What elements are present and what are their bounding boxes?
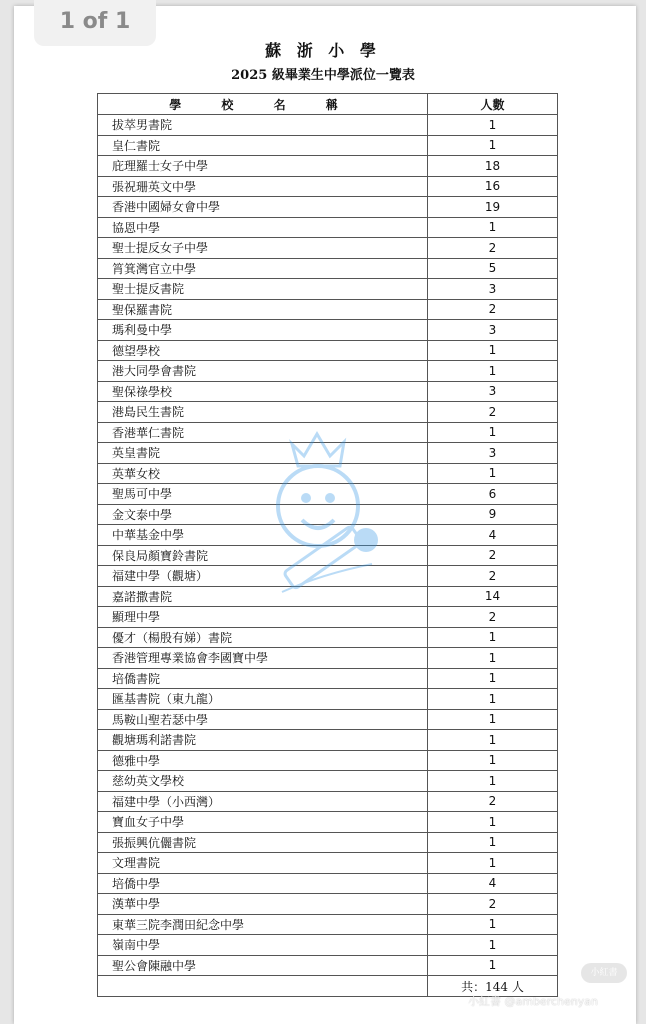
- student-count-cell: 1: [428, 135, 558, 156]
- table-header-row: [98, 94, 558, 115]
- school-name-cell: 寶血女子中學: [98, 812, 428, 833]
- table-row: [98, 135, 558, 156]
- school-name-cell: 港大同學會書院: [98, 361, 428, 382]
- school-name-cell: 優才（楊殷有娣）書院: [98, 627, 428, 648]
- table-row: [98, 607, 558, 628]
- student-count-cell: 1: [428, 463, 558, 484]
- student-count-cell: 19: [428, 197, 558, 218]
- school-name-cell: 拔萃男書院: [98, 115, 428, 136]
- student-count-cell: 1: [428, 750, 558, 771]
- table-row: [98, 955, 558, 976]
- table-row: [98, 935, 558, 956]
- student-count-cell: 1: [428, 771, 558, 792]
- school-name-cell: 保良局顏寶鈴書院: [98, 545, 428, 566]
- school-name-cell: 德雅中學: [98, 750, 428, 771]
- student-count-cell: 3: [428, 443, 558, 464]
- count-header: 人數: [428, 94, 558, 115]
- school-name-cell: 嘉諾撒書院: [98, 586, 428, 607]
- school-name-cell: 馬鞍山聖若瑟中學: [98, 709, 428, 730]
- student-count-cell: 16: [428, 176, 558, 197]
- student-count-cell: 2: [428, 402, 558, 423]
- student-count-cell: 3: [428, 320, 558, 341]
- school-name-cell: 皇仁書院: [98, 135, 428, 156]
- table-row: [98, 750, 558, 771]
- table-row: [98, 627, 558, 648]
- school-name-cell: 協恩中學: [98, 217, 428, 238]
- document-title: 蘇 浙 小 學: [265, 41, 381, 60]
- student-count-cell: 2: [428, 566, 558, 587]
- document-subtitle: 2025 級畢業生中學派位一覽表: [231, 68, 415, 83]
- school-name-cell: 中華基金中學: [98, 525, 428, 546]
- table-row: [98, 217, 558, 238]
- table-row: [98, 299, 558, 320]
- school-name-cell: 庇理羅士女子中學: [98, 156, 428, 177]
- student-count-cell: 1: [428, 648, 558, 669]
- school-name-cell: 香港華仁書院: [98, 422, 428, 443]
- student-count-cell: 1: [428, 689, 558, 710]
- xiaohongshu-handle: 小紅書 @amberchenyan: [468, 995, 598, 1008]
- student-count-cell: 1: [428, 115, 558, 136]
- table-row: [98, 381, 558, 402]
- school-name-cell: 香港管理專業協會李國寶中學: [98, 648, 428, 669]
- student-count-cell: 4: [428, 873, 558, 894]
- table-row: [98, 115, 558, 136]
- table-row: [98, 730, 558, 751]
- table-row: [98, 668, 558, 689]
- school-name-cell: 福建中學（小西灣）: [98, 791, 428, 812]
- student-count-cell: 14: [428, 586, 558, 607]
- school-name-cell: 福建中學（觀塘）: [98, 566, 428, 587]
- table-row: [98, 771, 558, 792]
- table-row: [98, 709, 558, 730]
- school-name-cell: 培僑書院: [98, 668, 428, 689]
- table-row: [98, 340, 558, 361]
- student-count-cell: 1: [428, 340, 558, 361]
- total-blank-cell: [98, 976, 428, 997]
- school-name-cell: 聖公會陳融中學: [98, 955, 428, 976]
- student-count-cell: 1: [428, 361, 558, 382]
- student-count-cell: 1: [428, 422, 558, 443]
- school-name-cell: 培僑中學: [98, 873, 428, 894]
- student-count-cell: 2: [428, 791, 558, 812]
- school-name-cell: 觀塘瑪利諾書院: [98, 730, 428, 751]
- table-row: [98, 238, 558, 259]
- school-name-cell: 金文泰中學: [98, 504, 428, 525]
- table-row: [98, 197, 558, 218]
- student-count-cell: 2: [428, 545, 558, 566]
- school-name-cell: 嶺南中學: [98, 935, 428, 956]
- student-count-cell: 2: [428, 607, 558, 628]
- baby-face-logo-icon: [262, 424, 382, 604]
- table-row: [98, 689, 558, 710]
- table-row: [98, 873, 558, 894]
- school-name-cell: 聖馬可中學: [98, 484, 428, 505]
- student-count-cell: 3: [428, 279, 558, 300]
- student-count-cell: 6: [428, 484, 558, 505]
- student-count-cell: 1: [428, 935, 558, 956]
- student-count-cell: 1: [428, 730, 558, 751]
- student-count-cell: 4: [428, 525, 558, 546]
- table-row: [98, 648, 558, 669]
- school-name-cell: 聖保祿學校: [98, 381, 428, 402]
- xiaohongshu-badge: 小紅書: [581, 963, 627, 983]
- school-name-cell: 張祝珊英文中學: [98, 176, 428, 197]
- school-name-cell: 香港中國婦女會中學: [98, 197, 428, 218]
- school-name-cell: 聖士提反女子中學: [98, 238, 428, 259]
- table-row: [98, 853, 558, 874]
- table-row: [98, 279, 558, 300]
- student-count-cell: 1: [428, 832, 558, 853]
- school-name-cell: 瑪利曼中學: [98, 320, 428, 341]
- student-count-cell: 1: [428, 668, 558, 689]
- student-count-cell: 1: [428, 812, 558, 833]
- page-indicator: 1 of 1: [34, 0, 156, 46]
- student-count-cell: 1: [428, 217, 558, 238]
- student-count-cell: 1: [428, 914, 558, 935]
- school-name-cell: 英皇書院: [98, 443, 428, 464]
- school-name-cell: 張振興伉儷書院: [98, 832, 428, 853]
- student-count-cell: 9: [428, 504, 558, 525]
- student-count-cell: 1: [428, 853, 558, 874]
- school-name-cell: 聖保羅書院: [98, 299, 428, 320]
- school-name-cell: 慈幼英文學校: [98, 771, 428, 792]
- table-row: [98, 894, 558, 915]
- student-count-cell: 2: [428, 299, 558, 320]
- student-count-cell: 18: [428, 156, 558, 177]
- table-row: [98, 156, 558, 177]
- school-name-cell: 漢華中學: [98, 894, 428, 915]
- student-count-cell: 2: [428, 894, 558, 915]
- school-name-cell: 顯理中學: [98, 607, 428, 628]
- school-name-cell: 聖士提反書院: [98, 279, 428, 300]
- table-row: [98, 832, 558, 853]
- school-name-cell: 東華三院李潤田紀念中學: [98, 914, 428, 935]
- school-name-cell: 英華女校: [98, 463, 428, 484]
- total-count: 共：144 人: [428, 976, 558, 997]
- table-row: [98, 320, 558, 341]
- table-row: [98, 258, 558, 279]
- table-row: [98, 361, 558, 382]
- school-name-header: 學 校 名 稱: [98, 94, 428, 115]
- school-name-cell: 文理書院: [98, 853, 428, 874]
- student-count-cell: 1: [428, 955, 558, 976]
- student-count-cell: 3: [428, 381, 558, 402]
- student-count-cell: 1: [428, 709, 558, 730]
- table-row: [98, 791, 558, 812]
- baby-kingdom-watermark: [262, 424, 382, 608]
- student-count-cell: 2: [428, 238, 558, 259]
- student-count-cell: 5: [428, 258, 558, 279]
- school-name-cell: 匯基書院（東九龍）: [98, 689, 428, 710]
- student-count-cell: 1: [428, 627, 558, 648]
- school-name-cell: 德望學校: [98, 340, 428, 361]
- school-name-cell: 筲箕灣官立中學: [98, 258, 428, 279]
- table-row: [98, 812, 558, 833]
- school-name-cell: 港島民生書院: [98, 402, 428, 423]
- table-row: [98, 402, 558, 423]
- table-row: [98, 914, 558, 935]
- table-row: [98, 176, 558, 197]
